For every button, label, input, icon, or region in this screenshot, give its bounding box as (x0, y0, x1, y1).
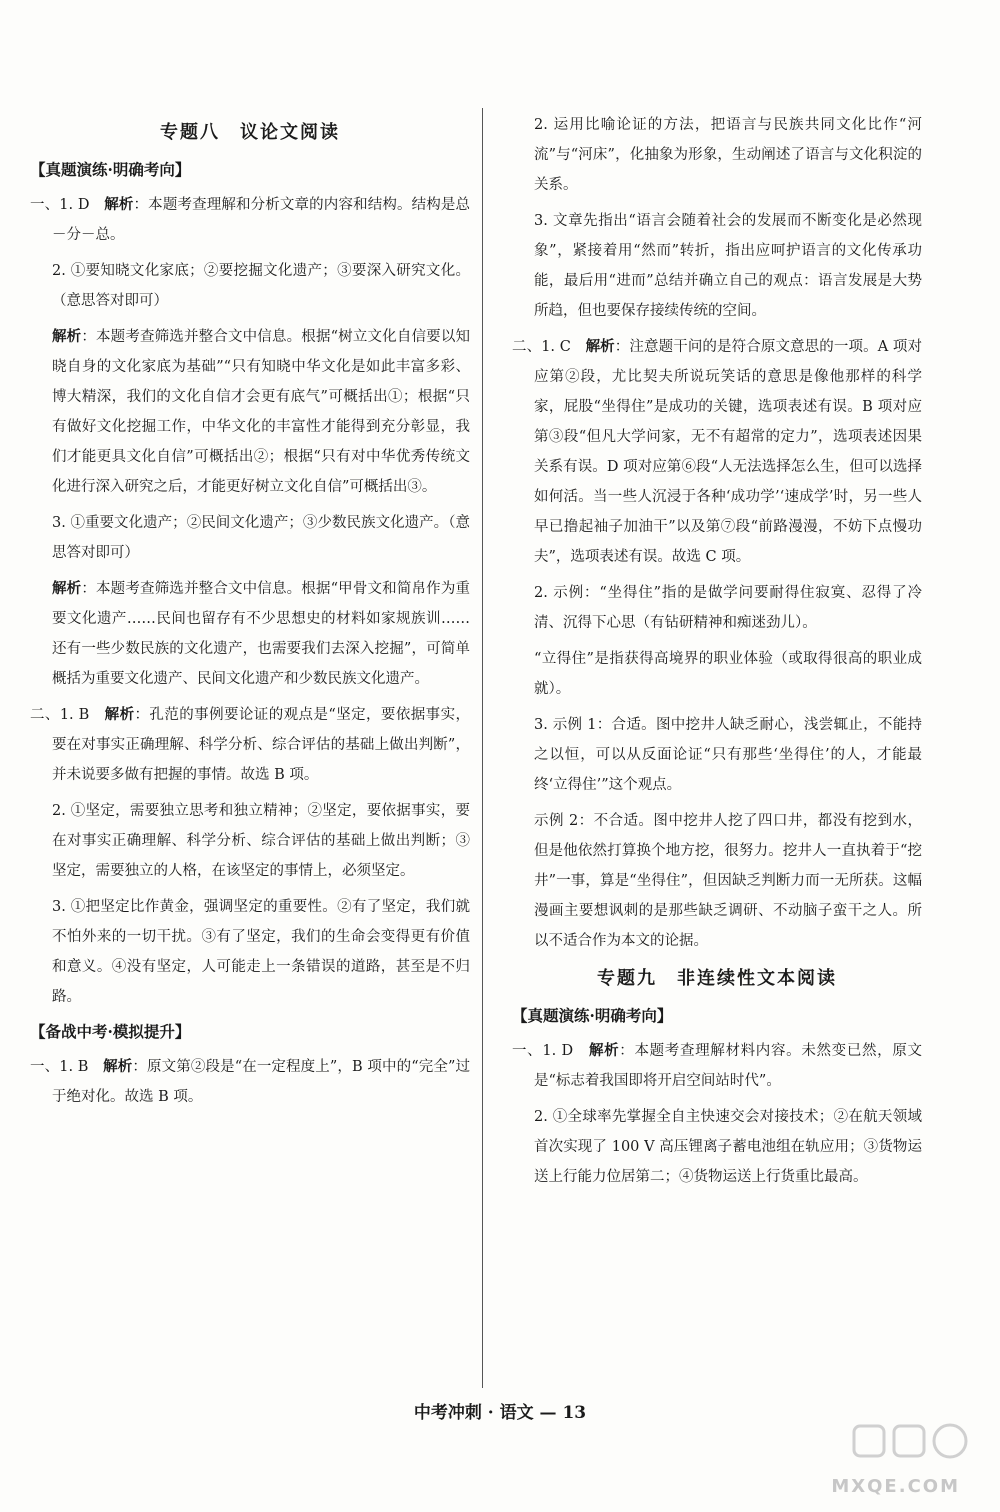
answer-label: 二、1. B (30, 707, 90, 723)
watermark-text: MXQE.COM (831, 1476, 960, 1497)
section-heading: 【真题演练·明确考向】 (30, 160, 191, 179)
topic-title: 专题九 非连续性文本阅读 (597, 968, 837, 989)
answer-paragraph: 3. ①重要文化遗产；②民间文化遗产；③少数民族文化遗产。（意思答对即可） (52, 515, 470, 561)
answer-paragraph: 示例 2：不合适。图中挖井人挖了四口井，都没有挖到水，但是他依然打算换个地方挖，很努力。挖井人一直执着于“挖井”一事，算是“坐得住”，但因缺乏判断力而一无所获。这幅漫画主要想讽刺的是那些缺乏调研、不动脑子蛮干之人。所以不适合作为本文的论据。 (534, 813, 922, 949)
answer-text: ：原文第②段是“在一定程度上”，B 项中的“完全”过于绝对化。故选 B 项。 (52, 1059, 471, 1105)
section-heading: 【真题演练·明确考向】 (512, 1006, 673, 1025)
answer-paragraph: 2. 示例：“坐得住”指的是做学问要耐得住寂寞、忍得了冷清、沉得下心思（有钻研精神和痴迷劲儿）。 (534, 585, 922, 631)
answer-paragraph (30, 190, 470, 250)
analysis-keyword: 解析 (104, 706, 135, 723)
right-column (512, 110, 922, 1198)
analysis-keyword: 解析 (103, 1058, 133, 1075)
answer-paragraph (512, 1036, 922, 1096)
answer-paragraph: 3. 文章先指出“语言会随着社会的发展而不断变化是必然现象”，紧接着用“然而”转折，指出应呵护语言的文化传承功能，最后用“进而”总结并确立自己的观点：语言发展是大势所趋，但也要保存接续传统的空间。 (534, 213, 922, 319)
analysis-paragraph (30, 322, 470, 502)
answer-paragraph: 2. 运用比喻论证的方法，把语言与民族共同文化比作“河流”与“河床”，化抽象为形象，生动阐述了语言与文化积淀的关系。 (534, 117, 922, 193)
analysis-text: ：本题考查筛选并整合文中信息。根据“甲骨文和简帛作为重要文化遗产……民间也留存有不少思想史的材料如家规族训……还有一些少数民族的文化遗产，也需要我们去深入挖掘”，可简单概括为重要文化遗产、民间文化遗产和少数民族文化遗产。 (52, 581, 470, 687)
analysis-keyword: 解析 (52, 328, 82, 345)
answer-text: ：孔范的事例要论证的观点是“坚定，要依据事实，要在对事实正确理解、科学分析、综合评估的基础上做出判断”，并未说要多做有把握的事情。故选 B 项。 (52, 707, 470, 783)
answer-paragraph (512, 332, 922, 572)
answer-paragraph: 2. ①全球率先掌握全自主快速交会对接技术；②在航天领域首次实现了 100 V 高压锂离子蓄电池组在轨应用；③货物运送上行能力位居第二；④货物运送上行货重比最高。 (534, 1109, 922, 1185)
analysis-keyword: 解析 (104, 196, 134, 213)
answer-paragraph: 3. 示例 1：合适。图中挖井人缺乏耐心，浅尝辄止，不能持之以恒，可以从反面论证“只有那些‘坐得住’的人，才能最终‘立得住’”这个观点。 (534, 717, 922, 793)
column-divider (482, 108, 483, 1388)
page-footer: 中考冲刺 · 语文 — 13 (413, 1403, 587, 1423)
answer-label: 一、1. B (30, 1059, 89, 1075)
answer-text: ：本题考查理解和分析文章的内容和结构。结构是总－分－总。 (52, 197, 471, 243)
answer-text: ：注意题干问的是符合原文意思的一项。A 项对应第②段，尤比契夫所说玩笑话的意思是像他那样的科学家，屁股“坐得住”是成功的关键，选项表述有误。B 项对应第③段“但凡大学问家，无不有超常的定力”，选项表述因果关系有误。D 项对应第⑥段“人无法选择怎么生，但可以选择如何活。当一些人沉浸于各种‘成功学’‘速成学’时，另一些人早已撸起袖子加油干”以及第⑦段“前路漫漫，不妨下点慢功夫”，选项表述有误。故选 C 项。 (534, 339, 922, 565)
analysis-keyword: 解析 (52, 580, 82, 597)
analysis-keyword: 解析 (585, 338, 615, 355)
answer-paragraph (30, 700, 470, 790)
answer-label: 二、1. C (512, 339, 571, 355)
left-column (30, 110, 470, 1118)
topic-title: 专题八 议论文阅读 (160, 122, 340, 143)
answer-paragraph: 2. ①坚定，需要独立思考和独立精神；②坚定，要依据事实，要在对事实正确理解、科学分析、综合评估的基础上做出判断；③坚定，需要独立的人格，在该坚定的事情上，必须坚定。 (52, 803, 470, 879)
answer-paragraph: 3. ①把坚定比作黄金，强调坚定的重要性。②有了坚定，我们就不怕外来的一切干扰。③有了坚定，我们的生命会变得更有价值和意义。④没有坚定，人可能走上一条错误的道路，甚至是不归路。 (52, 899, 470, 1005)
answer-paragraph: “立得住”是指获得高境界的职业体验（或取得很高的职业成就）。 (534, 651, 922, 697)
analysis-keyword: 解析 (588, 1042, 620, 1059)
analysis-text: ：本题考查筛选并整合文中信息。根据“树立文化自信要以知晓自身的文化家底为基础”“只有知晓中华文化是如此丰富多彩、博大精深，我们的文化自信才会更有底气”可概括出①；根据“只有做好文化挖掘工作，中华文化的丰富性才能得到充分彰显，我们才能更具文化自信”可概括出②；根据“只有对中华优秀传统文化进行深入研究之后，才能更好树立文化自信”可概括出③。 (52, 329, 470, 495)
analysis-paragraph (30, 574, 470, 694)
answer-paragraph (30, 1052, 470, 1112)
answer-text: ：本题考查理解材料内容。未然变已然，原文是“标志着我国即将开启空间站时代”。 (534, 1043, 923, 1089)
answer-label: 一、1. D (512, 1043, 574, 1059)
answer-paragraph: 2. ①要知晓文化家底；②要挖掘文化遗产；③要深入研究文化。（意思答对即可） (52, 263, 470, 309)
answer-label: 一、1. D (30, 197, 90, 213)
section-heading: 【备战中考·模拟提升】 (30, 1022, 191, 1041)
